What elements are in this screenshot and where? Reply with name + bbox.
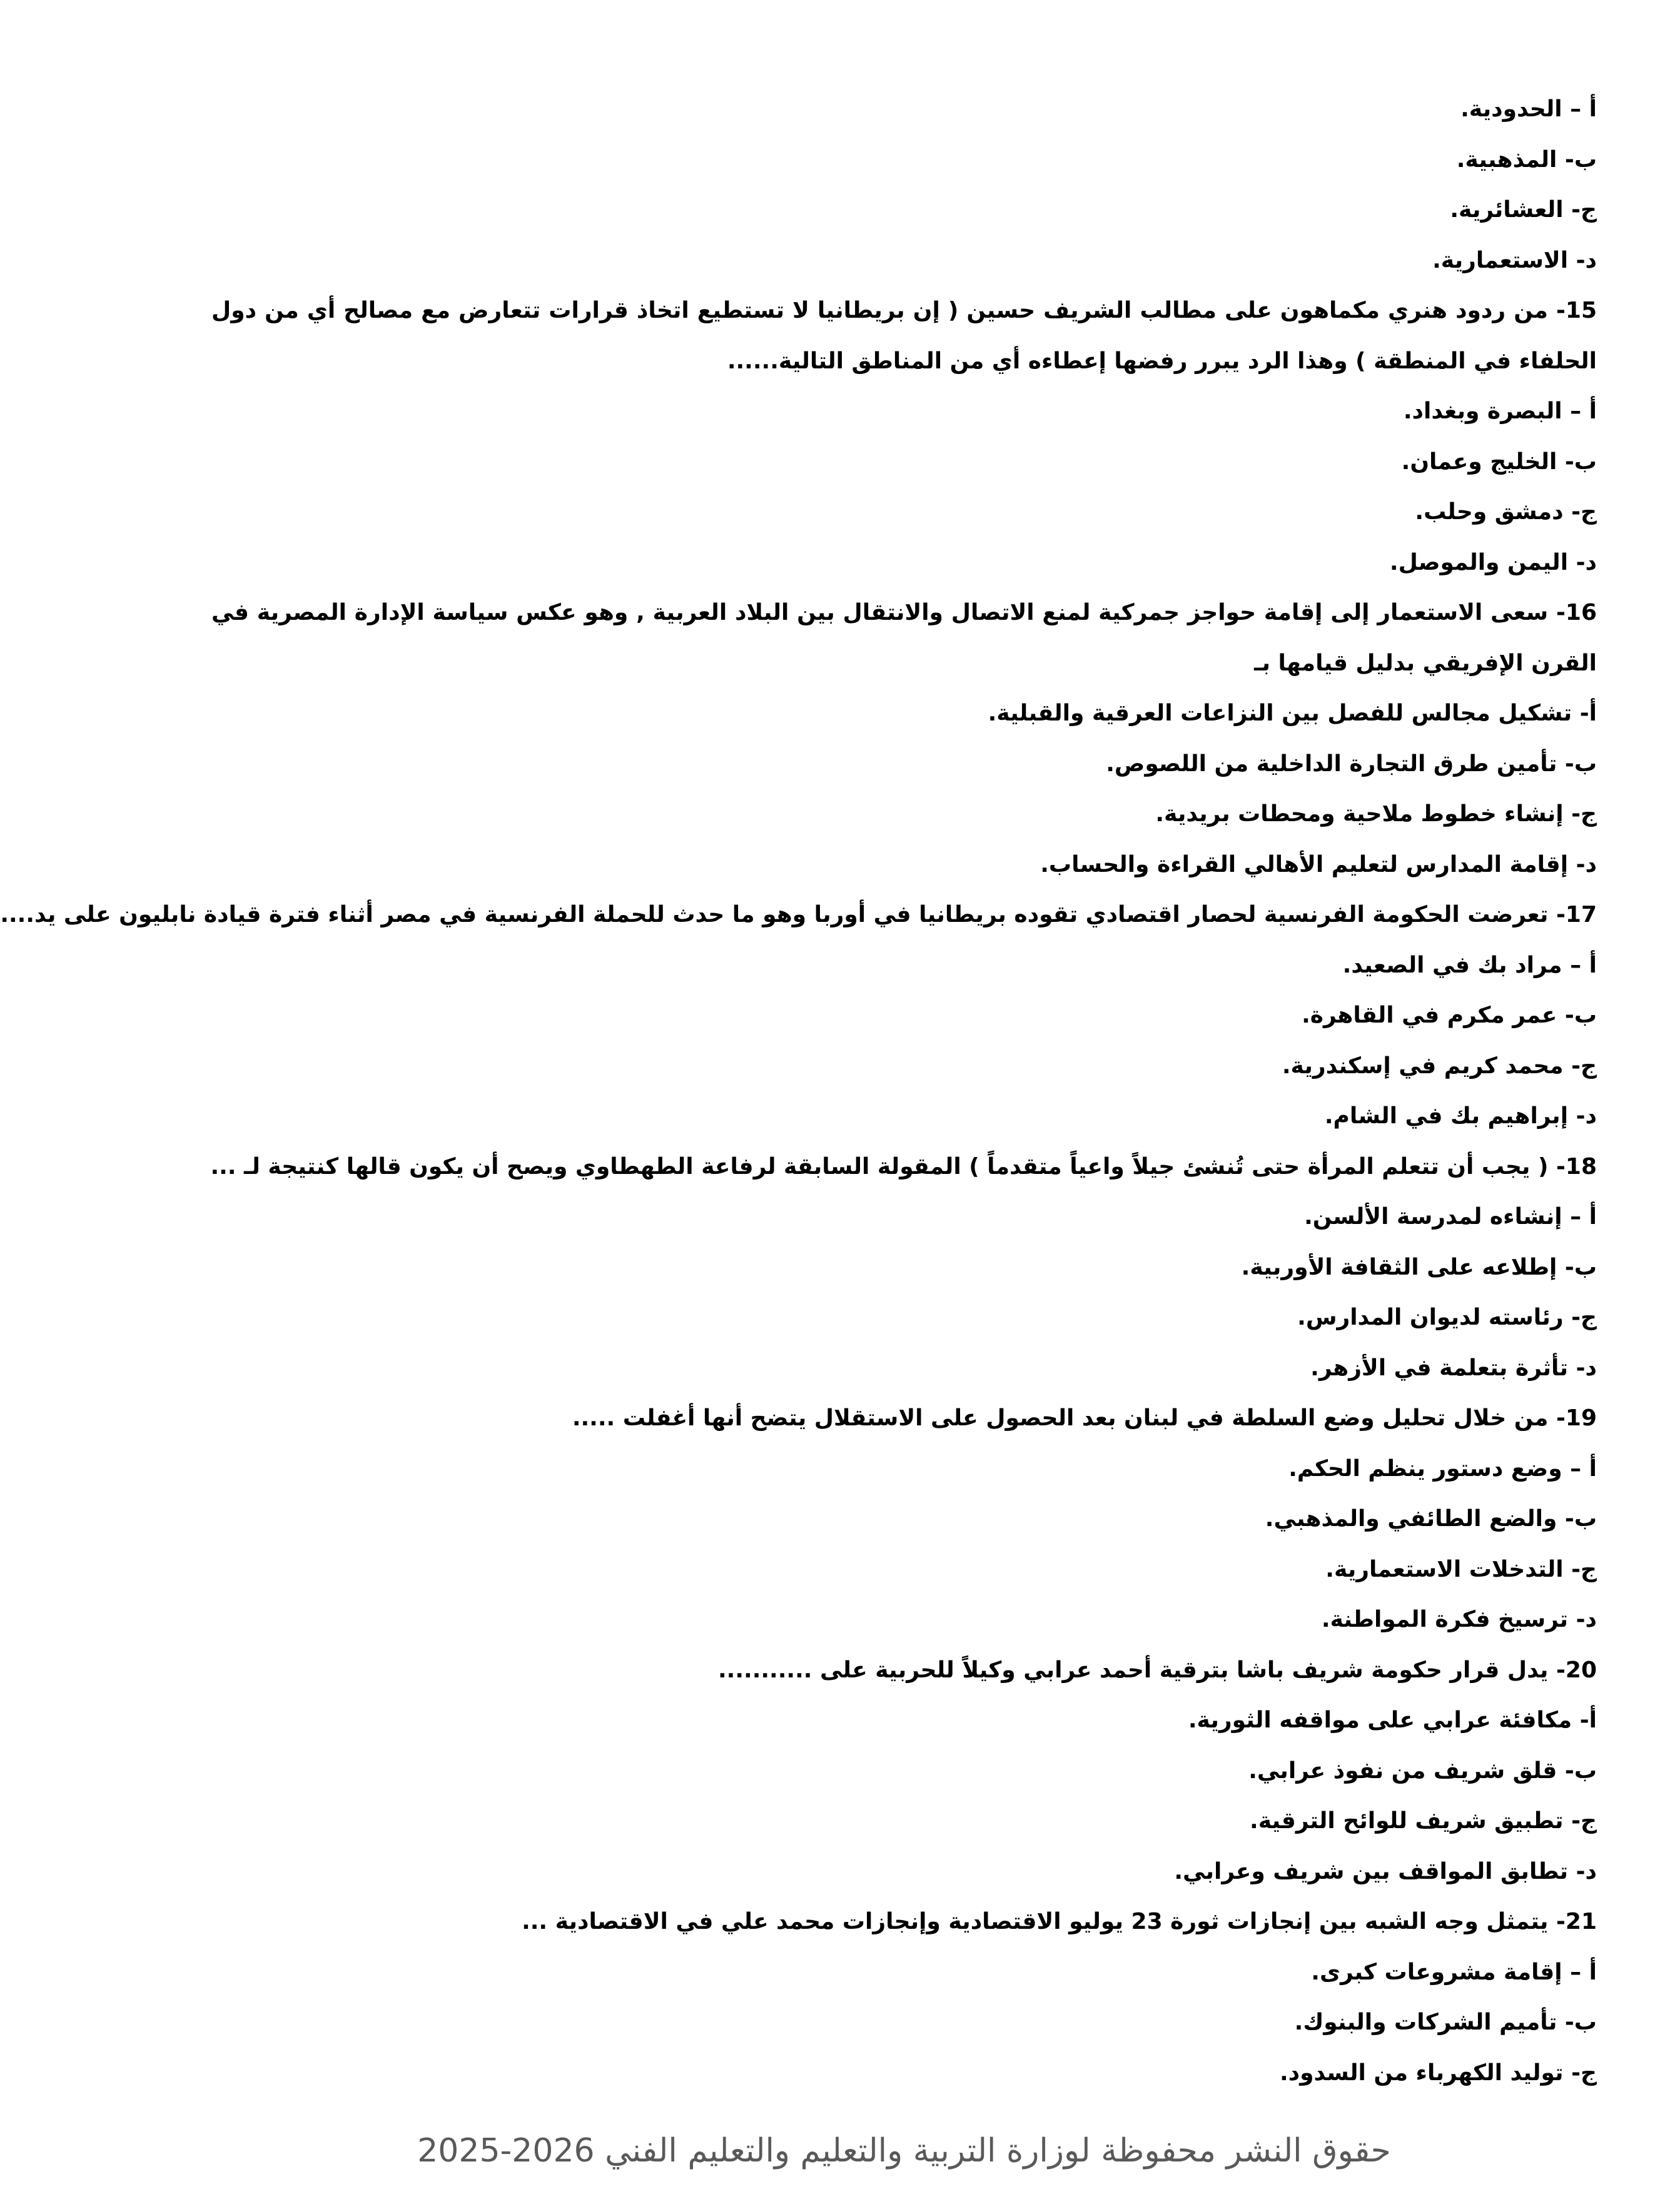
answer-option: ج- محمد كريم في إسكندرية. bbox=[1282, 1053, 1597, 1079]
answer-option: أ- تشكيل مجالس للفصل بين النزاعات العرقية والقبلية. bbox=[988, 700, 1597, 726]
question-text: 15- من ردود هنري مكماهون على مطالب الشريف حسين ( إن بريطانيا لا تستطيع اتخاذ قرارات تتعارض مع مصالح أي من دول الحلفاء في المنطقة ) وهذا الرد يبرر رفضها إعطاءه أي من المناطق التالية...... bbox=[211, 298, 1597, 374]
answer-option: د- اليمن والموصل. bbox=[1389, 549, 1597, 575]
answer-option: أ – وضع دستور ينظم الحكم. bbox=[1288, 1455, 1597, 1482]
answer-option: د- الاستعمارية. bbox=[1432, 247, 1597, 273]
answer-option: ج- تطبيق شريف للوائح الترقية. bbox=[1250, 1808, 1597, 1834]
question-text: 19- من خلال تحليل وضع السلطة في لبنان بعد الحصول على الاستقلال يتضح أنها أغفلت ..... bbox=[572, 1405, 1597, 1431]
answer-option: د- ترسيخ فكرة المواطنة. bbox=[1321, 1607, 1597, 1632]
question-text: 17- تعرضت الحكومة الفرنسية لحصار اقتصادي تقوده بريطانيا في أوربا وهو ما حدث للحملة الفرنسية في مصر أثناء فترة قيادة نابليون على يد.... bbox=[0, 902, 1597, 928]
answer-option: ب- المذهبية. bbox=[1456, 146, 1597, 173]
answer-option: د- إقامة المدارس لتعليم الأهالي القراءة والحساب. bbox=[1040, 851, 1597, 877]
answer-option: أ – البصرة وبغداد. bbox=[1403, 398, 1597, 424]
answer-option: ج- رئاسته لديوان المدارس. bbox=[1297, 1305, 1597, 1330]
answer-option: ب- تأميم الشركات والبنوك. bbox=[1294, 2009, 1597, 2035]
question-text: 18- ( يجب أن تتعلم المرأة حتى تُنشئ جيلاً واعياً متقدماً ) المقولة السابقة لرفاعة الطهطاوي ويصح أن يكون قالها كنتيجة لـ ... bbox=[210, 1153, 1597, 1180]
question-text: 21- يتمثل وجه الشبه بين إنجازات ثورة 23 يوليو الاقتصادية وإنجازات محمد علي في الاقتصادية ... bbox=[522, 1909, 1597, 1934]
answer-option: أ – الحدودية. bbox=[1460, 96, 1597, 122]
question-text: 20- يدل قرار حكومة شريف باشا بترقية أحمد عرابي وكيلاً للحربية على ........... bbox=[717, 1657, 1597, 1683]
answer-option: ج- العشائرية. bbox=[1450, 197, 1597, 223]
copyright-footer: حقوق النشر محفوظة لوزارة التربية والتعليم والتعليم الفني 2026-2025 bbox=[417, 2132, 1391, 2170]
exam-questions bbox=[0, 84, 1597, 2098]
question-text: 16- سعى الاستعمار إلى إقامة حواجز جمركية لمنع الاتصال والانتقال بين البلاد العربية , وهو عكس سياسة الإدارة المصرية في القرن الإفريقي بدليل قيامها بـ bbox=[211, 600, 1597, 676]
answer-option: ج- توليد الكهرباء من السدود. bbox=[1279, 2060, 1597, 2086]
answer-option: أ- مكافئة عرابي على مواقفه الثورية. bbox=[1188, 1707, 1597, 1733]
answer-option: د- إبراهيم بك في الشام. bbox=[1324, 1103, 1597, 1129]
answer-option: أ – مراد بك في الصعيد. bbox=[1342, 952, 1597, 978]
answer-option: د- تأثرة بتعلمة في الأزهر. bbox=[1310, 1355, 1597, 1381]
answer-option: ب- والضع الطائفي والمذهبي. bbox=[1265, 1506, 1597, 1532]
answer-option: ب- إطلاعه على الثقافة الأوربية. bbox=[1241, 1254, 1597, 1280]
answer-option: ج- إنشاء خطوط ملاحية ومحطات بريدية. bbox=[1155, 801, 1597, 827]
answer-option: ب- تأمين طرق التجارة الداخلية من اللصوص. bbox=[1106, 751, 1597, 777]
answer-option: د- تطابق المواقف بين شريف وعرابي. bbox=[1174, 1858, 1597, 1884]
answer-option: ب- عمر مكرم في القاهرة. bbox=[1302, 1003, 1597, 1028]
answer-option: أ – إقامة مشروعات كبرى. bbox=[1311, 1959, 1597, 1985]
answer-option: ج- دمشق وحلب. bbox=[1415, 499, 1597, 525]
answer-option: أ – إنشاءه لمدرسة الألسن. bbox=[1304, 1204, 1597, 1230]
answer-option: ج- التدخلات الاستعمارية. bbox=[1325, 1556, 1597, 1582]
answer-option: ب- قلق شريف من نفوذ عرابي. bbox=[1248, 1757, 1597, 1784]
answer-option: ب- الخليج وعمان. bbox=[1401, 448, 1597, 475]
